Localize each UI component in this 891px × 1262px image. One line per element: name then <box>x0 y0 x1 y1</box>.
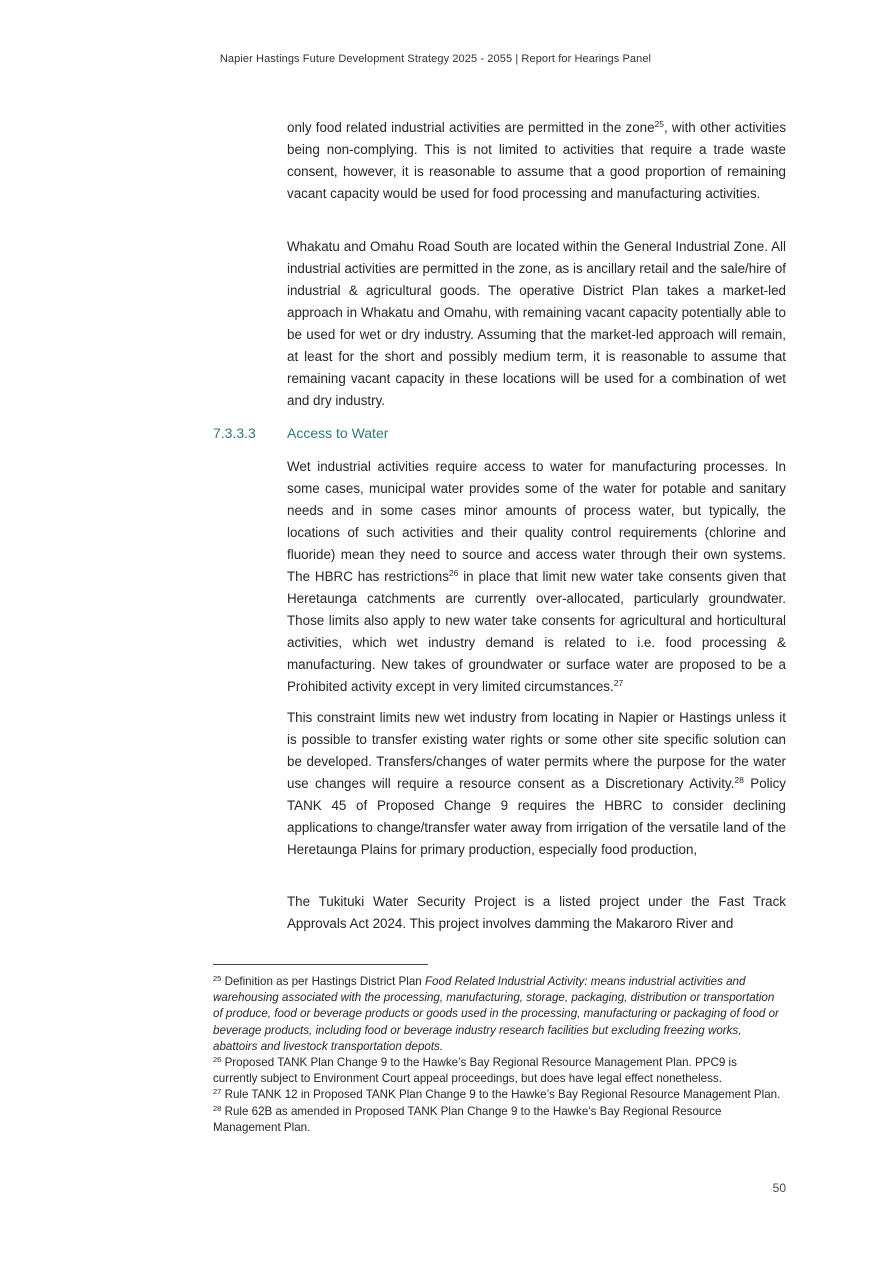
body-paragraph-3 <box>287 456 786 698</box>
footnote-marker: 25 <box>213 974 222 983</box>
body-paragraph-1 <box>287 117 786 205</box>
footnote-text: Proposed TANK Plan Change 9 to the Hawke’s Bay Regional Resource Management Plan. PPC9 is currently subject to Environment Court appeal proceedings, but does have legal effect nonetheless. <box>213 1056 737 1086</box>
paragraph-text-part: This constraint limits new wet industry from locating in Napier or Hastings unless it is possible to transfer existing water rights or some other site specific solution can be developed. Transfers/changes of water permits where the purpose for the water use changes will require a resource consent as a Discretionary Activity. <box>287 710 786 791</box>
footnote-ref-25[interactable]: 25 <box>654 119 665 129</box>
running-header: Napier Hastings Future Development Strategy 2025 - 2055 | Report for Hearings Panel <box>219 53 652 65</box>
footnote-text: Rule 62B as amended in Proposed TANK Plan Change 9 to the Hawke’s Bay Regional Resource Management Plan. <box>213 1104 722 1134</box>
paragraph-text: Whakatu and Omahu Road South are located within the General Industrial Zone. All industrial activities are permitted in the zone, as is ancillary retail and the sale/hire of industrial & agricultural goods. The operative District Plan takes a market-led approach in Whakatu and Omahu, with remaining vacant capacity potentially able to be used for wet or dry industry. Assuming that the market-led approach will remain, at least for the short and possibly medium term, it is reasonable to assume that remaining vacant capacity in these locations will be used for a combination of wet and dry industry. <box>287 239 786 408</box>
section-title: Access to Water <box>287 425 389 441</box>
page-number: 50 <box>772 1181 786 1195</box>
footnote-26 <box>213 1055 783 1087</box>
paragraph-text-part: only food related industrial activities are permitted in the zone <box>287 120 655 135</box>
paragraph-text-part: , with other activities being non-complying. This is not limited to activities that require a trade waste consent, however, it is reasonable to assume that a good proportion of remaining vacant capacity would be used for food processing and manufacturing activities. <box>287 120 787 201</box>
footnote-text: Rule TANK 12 in Proposed TANK Plan Change 9 to the Hawke’s Bay Regional Resource Management Plan. <box>221 1088 781 1102</box>
footnote-text: Definition as per Hastings District Plan <box>221 975 425 988</box>
footnote-marker: 27 <box>213 1087 222 1097</box>
paragraph-text <box>287 707 786 861</box>
footnote-25 <box>213 974 783 1055</box>
footnote-marker: 26 <box>213 1055 222 1065</box>
paragraph-text-part: Wet industrial activities require access to water for manufacturing processes. In some cases, municipal water provides some of the water for potable and sanitary needs and in some cases minor amounts of process water, but typically, the locations of such activities and their quality control requirements (chlorine and fluoride) mean they need to source and access water through their own systems. The HBRC has restrictions <box>287 459 786 584</box>
body-paragraph-2 <box>287 236 786 412</box>
paragraph-text: The Tukituki Water Security Project is a listed project under the Fast Track Approvals Act 2024. This project involves damming the Makaroro River and <box>287 894 786 931</box>
section-heading <box>213 423 786 443</box>
section-number: 7.3.3.3 <box>213 425 256 441</box>
footnotes <box>213 974 783 1136</box>
body-paragraph-4 <box>287 707 786 861</box>
paragraph-text <box>287 117 786 205</box>
footnote-28 <box>213 1104 783 1136</box>
paragraph-text-part: Policy TANK 45 of Proposed Change 9 requires the HBRC to consider declining applications to change/transfer water away from irrigation of the versatile land of the Heretaunga Plains for primary production, especially food production, <box>287 776 786 857</box>
footnote-ref-27[interactable]: 27 <box>613 678 624 688</box>
paragraph-text <box>287 456 786 698</box>
footnote-ref-26[interactable]: 26 <box>448 568 459 578</box>
footnote-definition: Food Related Industrial Activity: means industrial activities and warehousing associated with the processing, manufacturing, storage, packaging, distribution or transportation of produce, food or beverage products or goods used in the processing, manufacturing or packaging of food or beverage products, including food or beverage industry research facilities but excluding freezing works, abattoirs and livestock transportation depots. <box>213 975 779 1053</box>
footnote-divider <box>213 964 428 965</box>
paragraph-text-part: in place that limit new water take consents given that Heretaunga catchments are currently over-allocated, particularly groundwater. Those limits also apply to new water take consents for agricultural and horticultural activities, which wet industry demand is related to i.e. food processing & manufacturing. New takes of groundwater or surface water are proposed to be a Prohibited activity except in very limited circumstances. <box>287 569 786 694</box>
footnote-marker: 28 <box>213 1103 222 1113</box>
body-paragraph-5 <box>287 891 786 935</box>
footnote-27 <box>213 1087 783 1103</box>
footnote-ref-28[interactable]: 28 <box>734 775 744 785</box>
